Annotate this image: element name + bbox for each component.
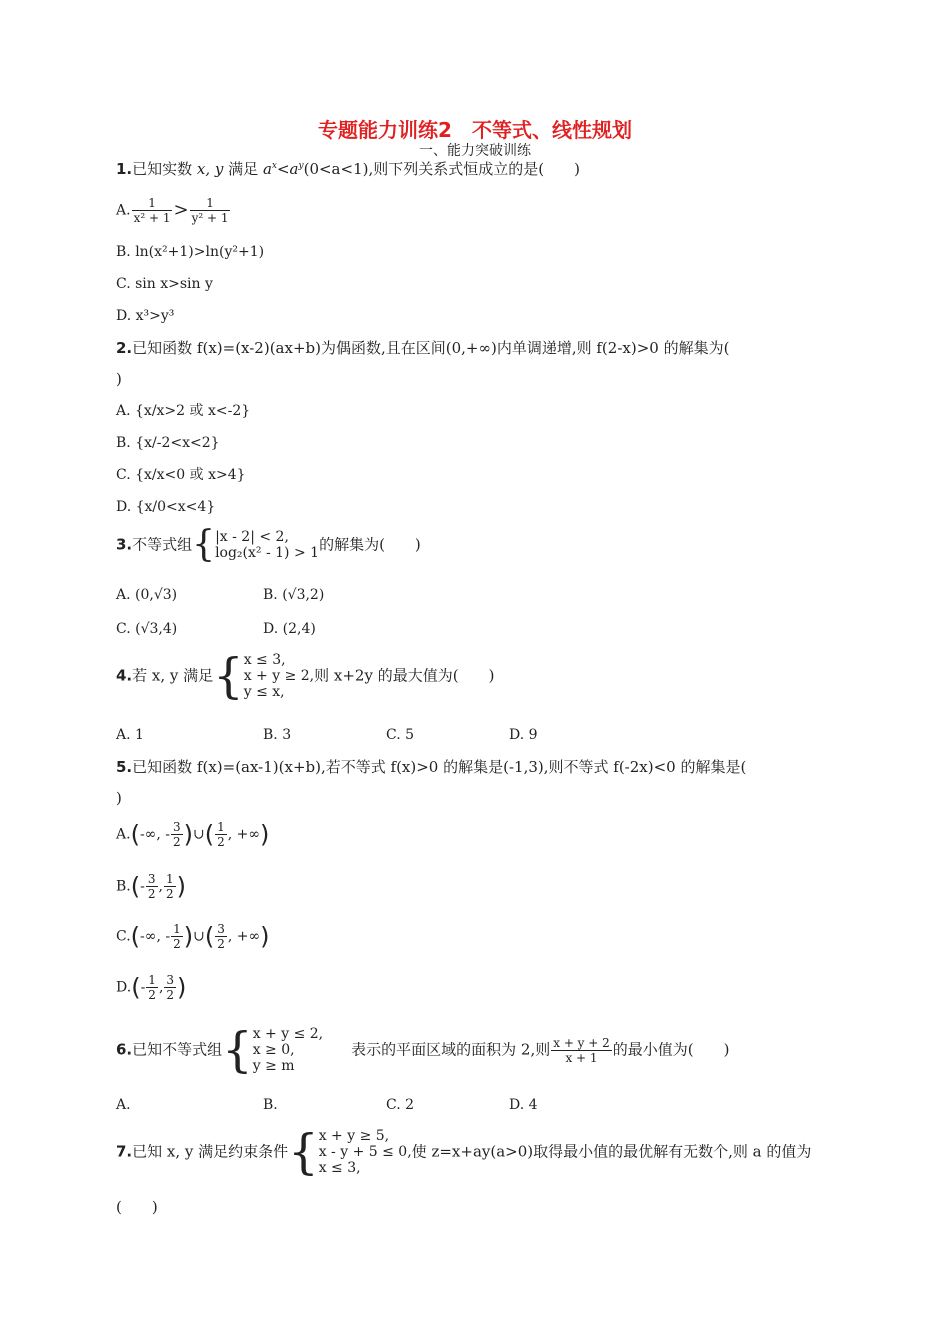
question-7-stem-continued: ( )	[116, 1198, 158, 1216]
question-2-stem-continued: )	[116, 370, 122, 388]
question-4-option-a: A. 1	[116, 727, 144, 743]
question-7-stem: 7.已知 x, y 满足约束条件{ x + y ≥ 5, x - y + 5 ≤ 0, x ≤ 3, 使 z=x+ay(a>0)取得最小值的最优解有无数个,则 a 的值为	[116, 1124, 812, 1180]
inequality-system: { x + y ≥ 5, x - y + 5 ≤ 0, x ≤ 3,	[288, 1124, 412, 1180]
page-title: 专题能力训练2 不等式、线性规划	[318, 118, 632, 142]
question-5-stem: 5.已知函数 f(x)=(ax-1)(x+b),若不等式 f(x)>0 的解集是(-1,3),则不等式 f(-2x)<0 的解集是(	[116, 758, 747, 776]
question-number: 3.	[116, 535, 133, 554]
question-number: 5.	[116, 758, 133, 776]
question-1-option-c: C. sin x>sin y	[116, 276, 213, 292]
question-number: 2.	[116, 339, 133, 357]
question-2-option-d: D. {x/0<x<4}	[116, 499, 216, 515]
inequality-system: { x + y ≤ 2, x ≥ 0, y ≥ m	[222, 1022, 324, 1078]
inequality-system: { x ≤ 3, x + y ≥ 2, y ≤ x,	[213, 648, 315, 704]
question-3-stem: 3.不等式组{ |x - 2| < 2, log₂(x² - 1) > 1 的解集为( )	[116, 524, 421, 565]
question-6-stem: 6.已知不等式组{ x + y ≤ 2, x ≥ 0, y ≥ m 表示的平面区域的面积为 2,则 $\frac{x + y + 2}{x + 1}$ 的最小值为( )	[116, 1022, 730, 1078]
question-2-option-b: B. {x/-2<x<2}	[116, 435, 220, 451]
question-3-option-c: C. (√3,4)	[116, 621, 178, 637]
question-4-option-d: D. 9	[509, 727, 538, 743]
question-1-option-a: A. $\frac{1}{\text{x² + 1}}$ > $\frac{1}{\text{y² + 1}}$	[116, 196, 229, 225]
question-6-option-b: B.	[263, 1097, 278, 1113]
question-4-option-b: B. 3	[263, 727, 292, 743]
question-5-option-b: B.(- $\frac{3}{2}$ , $\frac{1}{2}$ )	[116, 872, 186, 901]
question-number: 6.	[116, 1040, 133, 1059]
question-1-stem: 1.已知实数 x, y 满足 $a^x<a^y(0<a<1)$,则下列关系式恒成立的是( )	[116, 160, 580, 178]
fraction: $\frac{x + y + 2}{x + 1}$	[553, 1035, 610, 1065]
question-2-option-c: C. {x/x<0 或 x>4}	[116, 467, 246, 483]
question-6-option-d: D. 4	[509, 1097, 538, 1113]
fraction: $\frac{1}{\text{y² + 1}}$	[191, 196, 229, 225]
question-3-option-b: B. (√3,2)	[263, 587, 325, 603]
question-6-option-c: C. 2	[386, 1097, 415, 1113]
question-number: 4.	[116, 666, 133, 685]
question-1-option-d: D. x³>y³	[116, 308, 175, 324]
question-2-stem: 2.已知函数 f(x)=(x-2)(ax+b)为偶函数,且在区间(0,+∞)内单调递增,则 f(2-x)>0 的解集为(	[116, 339, 730, 357]
section-subtitle: 一、能力突破训练	[419, 143, 531, 159]
question-3-option-d: D. (2,4)	[263, 621, 316, 637]
question-5-option-c: C.(-∞, - $\frac{1}{2}$ )∪( $\frac{3}{2}$ , +∞)	[116, 922, 270, 951]
exponent-expression: $a^x<a^y$	[262, 160, 304, 178]
question-2-option-a: A. {x/x>2 或 x<-2}	[116, 403, 251, 419]
question-5-option-d: D.(- $\frac{1}{2}$ , $\frac{3}{2}$ )	[116, 973, 187, 1002]
question-4-stem: 4.若 x, y 满足{ x ≤ 3, x + y ≥ 2, y ≤ x, 则 x+2y 的最大值为( )	[116, 648, 495, 704]
question-number: 1.	[116, 160, 133, 178]
question-number: 7.	[116, 1142, 133, 1161]
question-5-stem-continued: )	[116, 789, 122, 807]
inequality-system: { |x - 2| < 2, log₂(x² - 1) > 1	[192, 524, 320, 565]
fraction: $\frac{1}{\text{x² + 1}}$	[133, 196, 171, 225]
question-3-option-a: A. (0,√3)	[116, 587, 178, 603]
question-6-option-a: A.	[116, 1097, 131, 1113]
question-1-option-b: B. ln(x²+1)>ln(y²+1)	[116, 244, 265, 260]
question-4-option-c: C. 5	[386, 727, 415, 743]
question-5-option-a: A.(-∞, - $\frac{3}{2}$ )∪( $\frac{1}{2}$ , +∞)	[116, 820, 270, 849]
